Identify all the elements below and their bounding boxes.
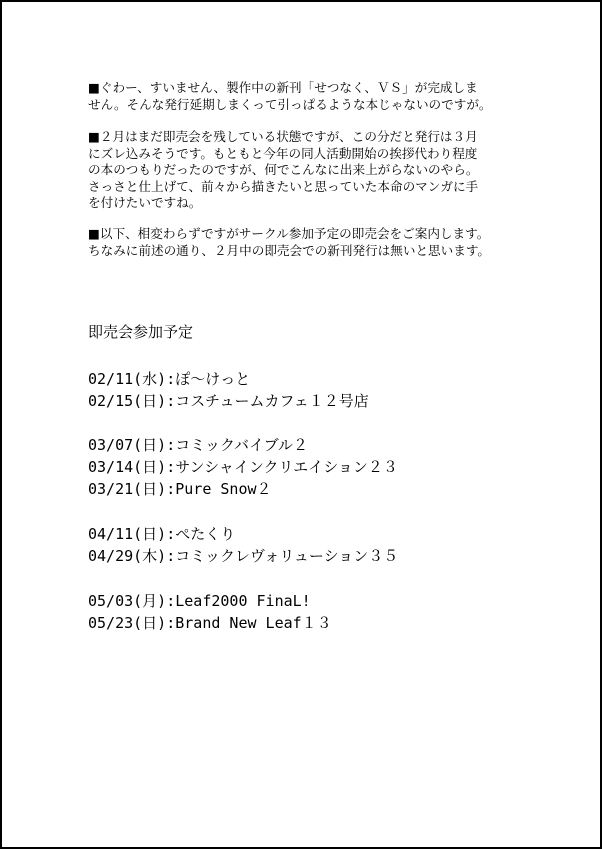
intro-paragraph-events: [88, 226, 548, 259]
event-item: [88, 591, 311, 611]
event-name: コミックレヴォリューション３５: [175, 547, 399, 565]
event-date: 03/14: [88, 458, 134, 476]
event-date: 02/15: [88, 392, 134, 410]
paragraph-line: にズレ込みそうです。もともと今年の同人活動開始の挨拶代わり程度: [88, 145, 478, 161]
event-date: 03/21: [88, 480, 134, 498]
paragraph-line: の本のつもりだったのですが、何でこんなに出来上がらないのやら。: [88, 162, 479, 177]
event-date: 05/23: [88, 614, 134, 632]
paragraph-line: ちなみに前述の通り、２月中の即売会での新刊発行は無いと思います。: [88, 242, 490, 258]
event-separator: :: [166, 614, 176, 632]
event-date: 03/07: [88, 436, 134, 454]
event-item: [88, 524, 235, 544]
event-date: 04/29: [88, 547, 134, 565]
event-day: (日): [133, 392, 167, 410]
intro-paragraph-delay: [88, 80, 548, 113]
event-separator: :: [166, 525, 176, 543]
event-separator: :: [166, 370, 176, 388]
event-name: Brand New Leaf１３: [175, 614, 332, 632]
event-day: (日): [133, 480, 167, 498]
event-name: サンシャインクリエイション２３: [175, 458, 398, 476]
event-date: 05/03: [88, 592, 134, 610]
event-separator: :: [166, 436, 176, 454]
event-separator: :: [166, 547, 176, 565]
event-date: 02/11: [88, 370, 134, 388]
event-separator: :: [166, 592, 176, 610]
event-separator: :: [166, 480, 176, 498]
event-item: [88, 391, 369, 411]
event-item: [88, 457, 398, 477]
paragraph-line: さっさと仕上げて、前々から描きたいと思っていた本命のマンガに手: [88, 178, 479, 194]
event-separator: :: [166, 458, 176, 476]
paragraph-line: を付けたいですね。: [88, 195, 202, 210]
event-day: (日): [133, 436, 167, 454]
event-day: (月): [133, 592, 167, 610]
event-name: ぽ～けっと: [175, 370, 251, 388]
schedule-heading: 即売会参加予定: [88, 323, 194, 341]
paragraph-line: ■２月はまだ即売会を残している状態ですが、この分だと発行は３月: [88, 129, 478, 144]
intro-paragraph-schedule: [88, 129, 548, 212]
event-item: [88, 613, 332, 633]
event-item: [88, 546, 398, 566]
event-day: (日): [133, 458, 167, 476]
event-name: コスチュームカフェ１２号店: [175, 392, 369, 410]
paragraph-line: ■ぐわー、すいません、製作中の新刊「せつなく、ＶＳ」が完成しま: [88, 80, 478, 95]
event-day: (日): [133, 614, 167, 632]
event-day: (水): [133, 370, 167, 388]
paragraph-line: せん。そんな発行延期しまくって引っぱるような本じゃないのですが。: [88, 96, 492, 112]
event-separator: :: [166, 392, 176, 410]
event-day: (日): [133, 525, 167, 543]
event-day: (木): [133, 547, 167, 565]
event-item: [88, 479, 272, 499]
event-name: Pure Snow２: [175, 480, 272, 498]
event-name: コミックバイブル２: [175, 436, 309, 454]
event-name: ぺたくり: [175, 525, 236, 543]
event-item: [88, 435, 308, 455]
event-date: 04/11: [88, 525, 134, 543]
event-name: Leaf2000 FinaL!: [175, 592, 311, 610]
paragraph-line: ■以下、相変わらずですがサークル参加予定の即売会をご案内します。: [88, 226, 490, 241]
event-item: [88, 369, 250, 389]
